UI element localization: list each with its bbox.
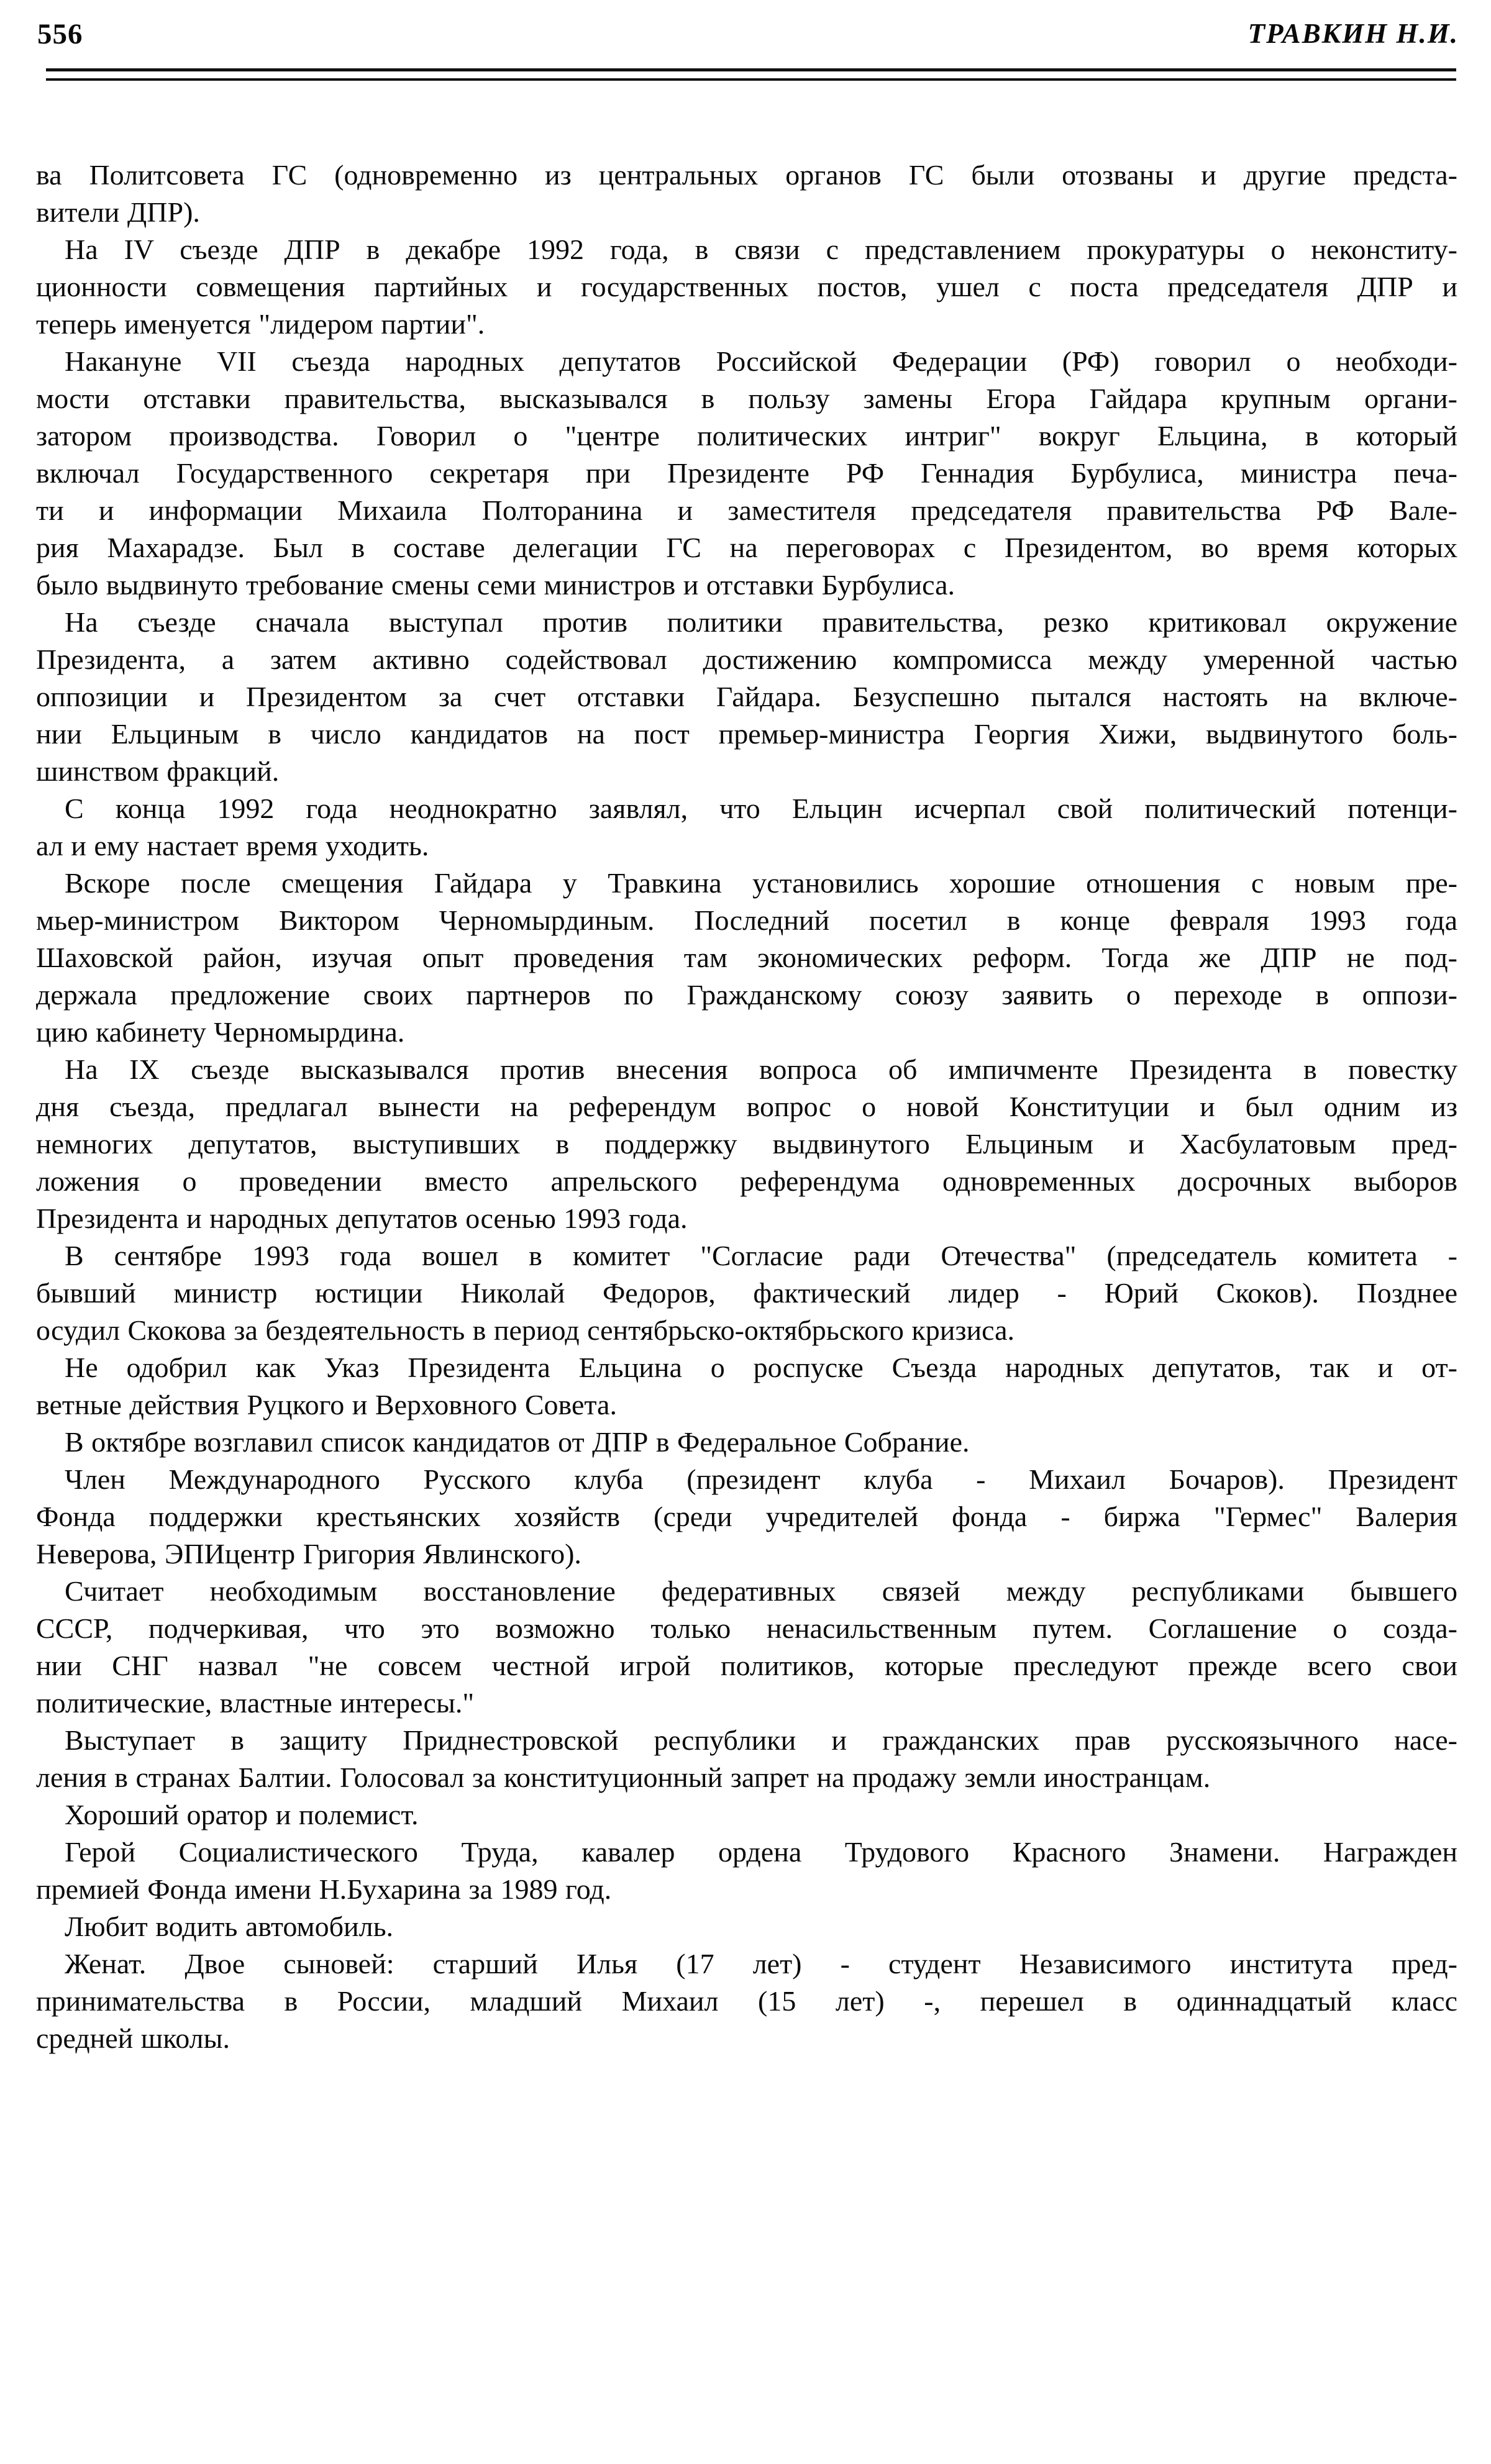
text-line: политические, властные интересы." [36, 1687, 475, 1719]
paragraph [36, 1051, 1457, 1237]
paragraph [36, 1349, 1457, 1424]
text-line: Президента и народных депутатов осенью 1993 года. [36, 1202, 688, 1234]
paragraph [36, 1573, 1457, 1722]
paragraph [36, 1237, 1457, 1349]
text-line: включал Государственного секретаря при Президенте РФ Геннадия Бурбулиса, министра печа- [36, 457, 1457, 489]
paragraph [36, 865, 1457, 1051]
text-line: Выступает в защиту Приднестровской республики и гражданских прав русскоязычного насе- [65, 1724, 1457, 1756]
text-line: На IV съезде ДПР в декабре 1992 года, в связи с представлением прокуратуры о неконститу- [65, 234, 1457, 265]
text-line: В октябре возглавил список кандидатов от ДПР в Федеральное Собрание. [65, 1426, 970, 1458]
text-line: ветные действия Руцкого и Верховного Совета. [36, 1389, 617, 1421]
text-line: Считает необходимым восстановление федеративных связей между республиками бывшего [65, 1575, 1457, 1607]
text-line: осудил Скокова за бездеятельность в период сентябрьско-октябрьского кризиса. [36, 1314, 1015, 1346]
paragraph [36, 790, 1457, 865]
text-line: мьер-министром Виктором Черномырдиным. Последний посетил в конце февраля 1993 года [36, 904, 1457, 936]
text-line: На съезде сначала выступал против политики правительства, резко критиковал окружение [65, 606, 1457, 638]
text-line: ложения о проведении вместо апрельского референдума одновременных досрочных выборов [36, 1165, 1457, 1197]
body-text [36, 157, 1457, 2057]
text-line: С конца 1992 года неоднократно заявлял, что Ельцин исчерпал свой политический потенци- [65, 793, 1457, 824]
header-rule [46, 68, 1456, 81]
paragraph [36, 343, 1457, 604]
text-line: Фонда поддержки крестьянских хозяйств (среди учредителей фонда - биржа "Гермес" Валерия [36, 1501, 1457, 1532]
paragraph [36, 157, 1457, 231]
text-line: Хороший оратор и полемист. [65, 1799, 419, 1830]
text-line: ления в странах Балтии. Голосовал за конституционный запрет на продажу земли иностранцам. [36, 1762, 1211, 1793]
paragraph [36, 1834, 1457, 1908]
text-line: бывший министр юстиции Николай Федоров, фактический лидер - Юрий Скоков). Позднее [36, 1277, 1457, 1309]
paragraph [36, 1722, 1457, 1796]
text-line: дня съезда, предлагал вынести на референдум вопрос о новой Конституции и был одним из [36, 1091, 1457, 1122]
text-line: Любит водить автомобиль. [65, 1911, 394, 1942]
text-line: шинством фракций. [36, 755, 280, 787]
paragraph [36, 604, 1457, 790]
text-line: мости отставки правительства, высказывался в пользу замены Егора Гайдара крупным органи- [36, 383, 1457, 414]
text-line: Неверова, ЭПИцентр Григория Явлинского). [36, 1538, 581, 1570]
text-line: Накануне VII съезда народных депутатов Российской Федерации (РФ) говорил о необходи- [65, 345, 1457, 377]
text-line: ционности совмещения партийных и государственных постов, ушел с поста председателя ДПР и [36, 271, 1457, 302]
text-line: На IX съезде высказывался против внесения вопроса об импичменте Президента в повестку [65, 1053, 1457, 1085]
text-line: нии Ельциным в число кандидатов на пост премьер-министра Георгия Хижи, выдвинутого боль- [36, 718, 1457, 750]
text-line: ти и информации Михаила Полторанина и заместителя председателя правительства РФ Вале- [36, 494, 1457, 526]
text-line: вители ДПР). [36, 196, 200, 228]
text-line: принимательства в России, младший Михаил (15 лет) -, перешел в одиннадцатый класс [36, 1985, 1457, 2017]
text-line: Шаховской район, изучая опыт проведения там экономических реформ. Тогда же ДПР не под- [36, 942, 1457, 973]
text-line: ал и ему настает время уходить. [36, 830, 429, 861]
text-line: Герой Социалистического Труда, кавалер ордена Трудового Красного Знамени. Награжден [65, 1836, 1457, 1868]
text-line: затором производства. Говорил о "центре политических интриг" вокруг Ельцина, в который [36, 420, 1457, 452]
text-line: оппозиции и Президентом за счет отставки Гайдара. Безуспешно пытался настоять на включе- [36, 681, 1457, 712]
paragraph [36, 1796, 1457, 1834]
text-line: Женат. Двое сыновей: старший Илья (17 лет) - студент Независимого института пред- [65, 1948, 1457, 1980]
text-line: цию кабинету Черномырдина. [36, 1016, 405, 1048]
paragraph [36, 1424, 1457, 1461]
text-line: было выдвинуто требование смены семи министров и отставки Бурбулиса. [36, 569, 955, 601]
text-line: Член Международного Русского клуба (президент клуба - Михаил Бочаров). Президент [65, 1463, 1457, 1495]
page-header [37, 17, 1459, 52]
text-line: премией Фонда имени Н.Бухарина за 1989 год. [36, 1873, 612, 1905]
text-line: немногих депутатов, выступивших в поддержку выдвинутого Ельциным и Хасбулатовым пред- [36, 1128, 1457, 1160]
text-line: Не одобрил как Указ Президента Ельцина о роспуске Съезда народных депутатов, так и от- [65, 1352, 1457, 1383]
text-line: ва Политсовета ГС (одновременно из центральных органов ГС были отозваны и другие предста- [36, 159, 1457, 191]
paragraph [36, 231, 1457, 343]
paragraph [36, 1908, 1457, 1945]
page-number: 556 [37, 18, 83, 50]
paragraph [36, 1945, 1457, 2057]
text-line: держала предложение своих партнеров по Гражданскому союзу заявить о переходе в оппози- [36, 979, 1457, 1011]
text-line: Президента, а затем активно содействовал достижению компромисса между умеренной частью [36, 643, 1457, 675]
text-line: СССР, подчеркивая, что это возможно только ненасильственным путем. Соглашение о созда- [36, 1612, 1457, 1644]
text-line: рия Махарадзе. Был в составе делегации ГС на переговорах с Президентом, во время которых [36, 532, 1457, 563]
text-line: В сентябре 1993 года вошел в комитет "Согласие ради Отечества" (председатель комитета - [65, 1240, 1457, 1271]
text-line: Вскоре после смещения Гайдара у Травкина установились хорошие отношения с новым пре- [65, 867, 1457, 899]
paragraph [36, 1461, 1457, 1573]
running-title: ТРАВКИН Н.И. [1247, 18, 1459, 49]
text-line: нии СНГ назвал "не совсем честной игрой политиков, которые преследуют прежде всего свои [36, 1650, 1457, 1681]
text-line: средней школы. [36, 2022, 230, 2054]
text-line: теперь именуется "лидером партии". [36, 308, 485, 340]
